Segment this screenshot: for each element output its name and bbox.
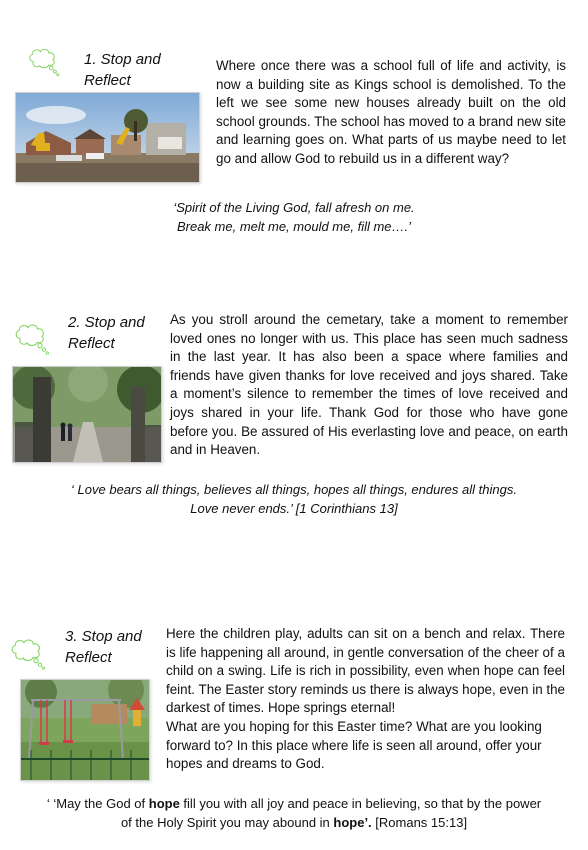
quote-emphasis: hope — [148, 796, 180, 811]
heading-line: Reflect — [84, 72, 131, 89]
school-demolition-photo — [15, 92, 200, 183]
heading-line: Reflect — [65, 649, 112, 666]
thought-cloud-icon — [26, 47, 62, 77]
quote-line — [0, 813, 588, 832]
section-heading — [68, 312, 178, 354]
reflection-paragraph: What are you hoping for this Easter time? What are you looking forward to? In this place where life is seen all around, offer your hopes and dreams to God. — [166, 718, 542, 772]
thought-cloud-icon — [8, 637, 48, 671]
scripture-quote — [0, 480, 588, 518]
heading-line: 1. Stop and — [84, 51, 161, 68]
reflection-text: As you stroll around the cemetary, take a moment to remember loved ones no longer with us. This place has seen much sadness in the last year. It has also been a space where families and friends have given thanks for love received and joys shared. Take a moment’s silence to remember the times of love received and joys shared in your life. Thank God for those who have gone before you. Be assured of His everlasting love and peace, on earth and in Heaven. — [170, 312, 568, 458]
heading-line: Reflect — [68, 335, 115, 352]
quote-text: of the Holy Spirit you may abound in — [120, 815, 334, 830]
thought-cloud-icon — [12, 322, 52, 356]
scripture-quote — [0, 794, 588, 832]
quote-line: Love never ends.’ [1 Corinthians 13] — [190, 501, 398, 516]
playground-photo — [20, 679, 150, 781]
reflection-paragraph: Here the children play, adults can sit on a bench and relax. There is life happening all around, in gentle conversation of the cheer of a child on a swing. Life is rich in possibility, even when hope can feel feint. The Easter story reminds us there is always hope, even in the darkest of times. Hope springs eternal! — [166, 626, 565, 716]
quote-emphasis: hope’. — [333, 815, 372, 830]
heading-line: 3. Stop and — [65, 628, 142, 645]
quote-line — [0, 794, 588, 813]
heading-line: 2. Stop and — [68, 314, 145, 331]
section-heading — [84, 49, 194, 91]
quote-text: [Romans 15:13] — [371, 815, 468, 830]
reflection-text: Where once there was a school full of life and activity, is now a building site as Kings school is demolished. To the left we see some new houses already built on the old school grounds. The school has moved to a brand new site and learning goes on. What parts of us maybe need to let go and allow God to rebuild us in a different way? — [216, 58, 566, 166]
quote-line: ‘ Love bears all things, believes all things, hopes all things, endures all things. — [71, 482, 517, 497]
quote-text: fill you with all joy and peace in believing, so that by the power — [179, 796, 542, 811]
quote-text: ‘ ‘May the God of — [46, 796, 149, 811]
section-heading — [65, 626, 175, 668]
quote-line: Break me, melt me, mould me, fill me….’ — [176, 219, 412, 234]
scripture-quote — [0, 198, 588, 236]
quote-line: ‘Spirit of the Living God, fall afresh on me. — [173, 200, 415, 215]
cemetery-gate-photo — [12, 366, 162, 463]
reflection-text — [166, 625, 565, 774]
